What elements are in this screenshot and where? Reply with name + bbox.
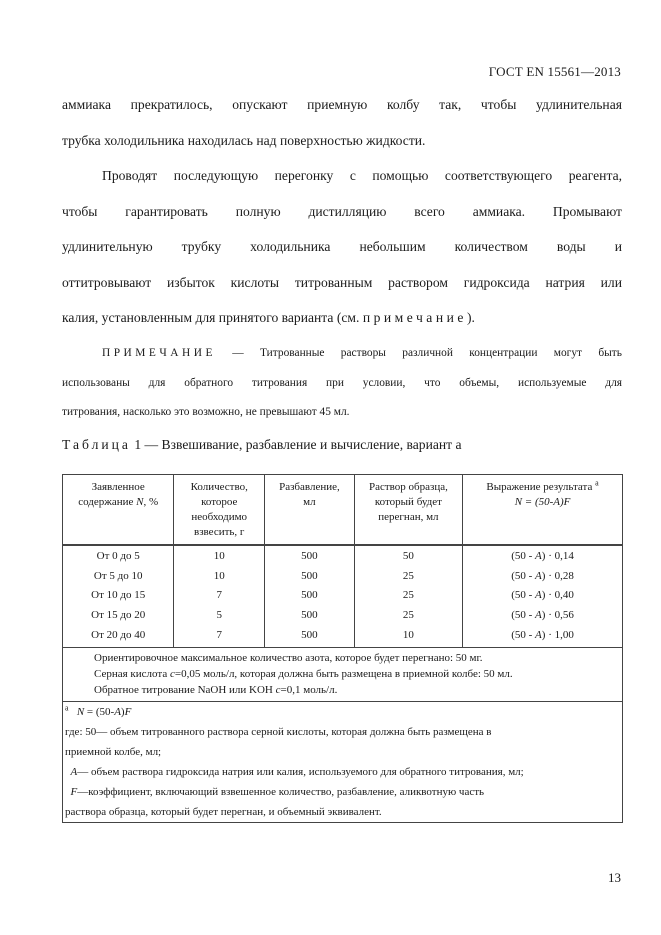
table-row	[63, 567, 623, 587]
table-body	[63, 545, 623, 647]
standard-number: ГОСТ EN 15561—2013	[488, 64, 621, 79]
table-row	[63, 586, 623, 606]
header-sample-solution: Раствор образца, который будет перегнан, мл	[354, 475, 462, 546]
cell-mass: 10	[174, 545, 265, 567]
header-mass: Количество, которое необходимо взвесить, г	[174, 475, 265, 546]
text-line: Проводят последующую перегонку с помощью соответствующего реагента,	[102, 168, 622, 183]
note-block	[62, 339, 622, 428]
note-line: титрования, насколько это возможно, не превышают 45 мл.	[62, 406, 350, 418]
cell-sample-solution: 10	[354, 625, 462, 647]
paragraph-ammonia	[62, 87, 622, 158]
info-line: Ориентировочное максимальное количество азота, которое будет перегнано: 50 мг.	[94, 651, 483, 664]
table-label: Таблица	[62, 437, 131, 452]
info-line: Серная кислота c=0,05 моль/л, которая должна быть размещена в приемной колбе: 50 мл.	[94, 667, 513, 680]
footnote-row	[63, 701, 623, 822]
table-row	[63, 625, 623, 647]
text-line: чтобы гарантировать полную дистилляцию всего аммиака. Промывают	[62, 203, 622, 219]
cell-sample-solution: 25	[354, 606, 462, 626]
cell-mass: 7	[174, 586, 265, 606]
cell-sample-solution: 25	[354, 567, 462, 587]
page-number: 13	[608, 870, 621, 885]
note-reference: примечание	[362, 310, 467, 325]
cell-declared-content: От 20 до 40	[63, 625, 174, 647]
weighing-dilution-table	[62, 474, 623, 823]
cell-result-expression: (50 - A) · 0,40	[463, 586, 623, 606]
cell-sample-solution: 25	[354, 586, 462, 606]
table-caption: Таблица 1 — Взвешивание, разбавление и вычисление, вариант а	[62, 437, 462, 452]
cell-dilution: 500	[265, 586, 355, 606]
footnote-line: где: 50— объем титрованного раствора серной кислоты, которая должна быть размещена в	[65, 725, 492, 738]
cell-mass: 7	[174, 625, 265, 647]
cell-declared-content: От 15 до 20	[63, 606, 174, 626]
note-label: ПРИМЕЧАНИЕ	[102, 347, 216, 359]
footnote-line: раствора образца, который будет перегнан, и объемный эквивалент.	[65, 805, 382, 818]
cell-declared-content: От 10 до 15	[63, 586, 174, 606]
table-row	[63, 606, 623, 626]
info-line: Обратное титрование NaOH или KOH c=0,1 моль/л.	[94, 683, 338, 696]
info-cell	[63, 647, 623, 701]
cell-dilution: 500	[265, 545, 355, 567]
cell-sample-solution: 50	[354, 545, 462, 567]
cell-result-expression: (50 - A) · 0,56	[463, 606, 623, 626]
cell-dilution: 500	[265, 625, 355, 647]
text-line: трубка холодильника находилась над поверхностью жидкости.	[62, 132, 426, 148]
info-row	[63, 647, 623, 701]
cell-mass: 5	[174, 606, 265, 626]
text-line: аммиака прекратилось, опускают приемную колбу так, чтобы удлинительная	[62, 97, 622, 112]
cell-dilution: 500	[265, 606, 355, 626]
footnote-formula: $^а$ N = (50-A)F	[65, 703, 132, 718]
footnote-line: F—коэффициент, включающий взвешенное количество, разбавление, аликвотную часть	[70, 785, 485, 798]
paragraph-distillation	[62, 158, 622, 336]
table-row	[63, 545, 623, 567]
cell-result-expression: (50 - A) · 0,28	[463, 567, 623, 587]
note-line: использованы для обратного титрования при условии, что объемы, используемые для	[62, 376, 622, 389]
footnote-line: A— объем раствора гидроксида натрия или калия, используемого для обратного титрования, мл;	[70, 765, 524, 778]
header-result-expression: Выражение результата $^а$ N = (50-A)F	[463, 475, 623, 546]
cell-declared-content: От 5 до 10	[63, 567, 174, 587]
text-line: калия, установленным для принятого варианта (см. примечание).	[62, 310, 475, 325]
footnote-marker: а	[595, 478, 599, 488]
footnote-line: приемной колбе, мл;	[65, 745, 162, 758]
document-header	[489, 64, 621, 80]
cell-mass: 10	[174, 567, 265, 587]
cell-result-expression: (50 - A) · 0,14	[463, 545, 623, 567]
header-dilution: Разбавление, мл	[265, 475, 355, 546]
result-formula: N = (50-A)F	[514, 496, 571, 508]
table-header-row	[63, 475, 623, 546]
text-line: удлинительную трубку холодильника небольшим количеством воды и	[62, 239, 622, 254]
footnote-cell	[63, 701, 623, 822]
header-declared-content: Заявленное содержание N, %	[63, 475, 174, 546]
text-line: оттитровывают избыток кислоты титрованным раствором гидроксида натрия или	[62, 274, 622, 290]
cell-dilution: 500	[265, 567, 355, 587]
note-line: ПРИМЕЧАНИЕ — Титрованные растворы различной концентрации могут быть	[102, 347, 622, 359]
cell-declared-content: От 0 до 5	[63, 545, 174, 567]
cell-result-expression: (50 - A) · 1,00	[463, 625, 623, 647]
table-caption-text: — Взвешивание, разбавление и вычисление, вариант а	[141, 437, 462, 452]
